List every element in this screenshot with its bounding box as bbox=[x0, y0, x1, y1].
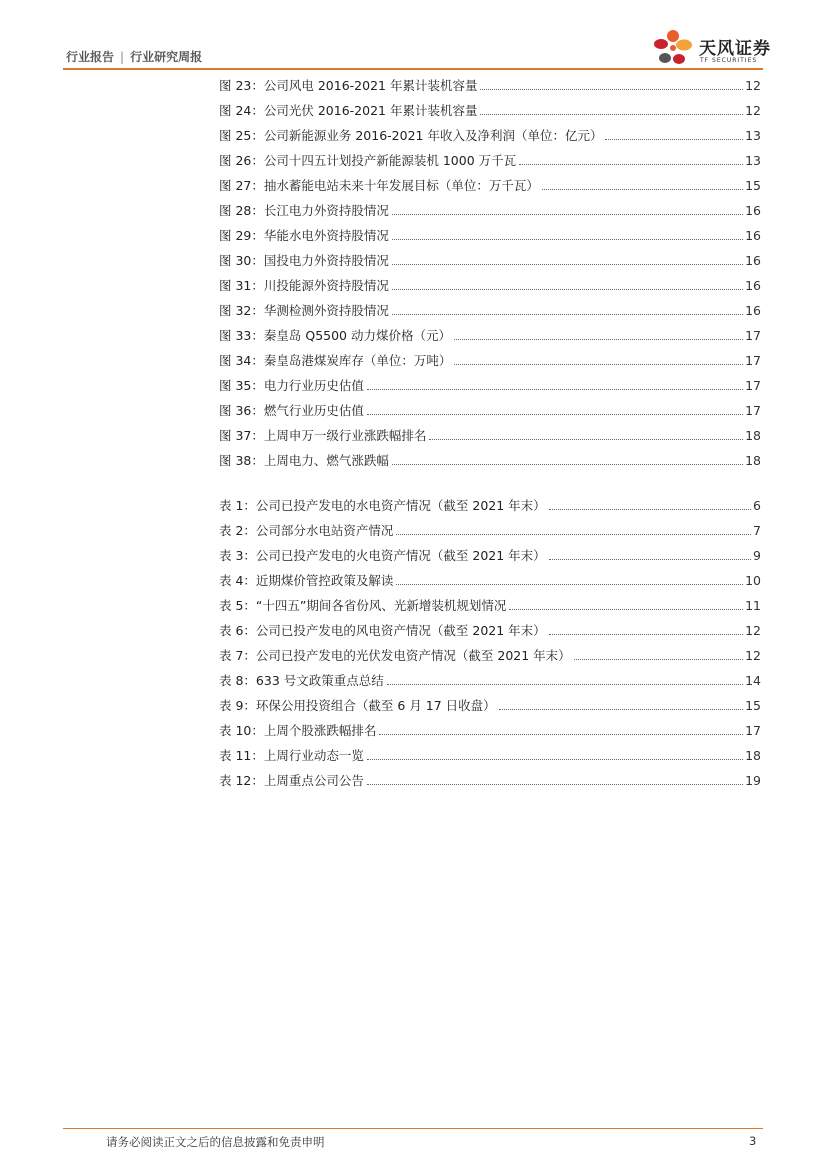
dot-leader bbox=[454, 363, 743, 365]
logo-flower-icon bbox=[651, 28, 695, 70]
dot-leader bbox=[396, 583, 743, 585]
table-entry-page: 18 bbox=[745, 748, 761, 763]
dot-leader bbox=[367, 783, 743, 785]
dot-leader bbox=[509, 608, 743, 610]
report-header bbox=[66, 48, 202, 65]
dot-leader bbox=[392, 463, 743, 465]
figure-entry[interactable] bbox=[219, 176, 761, 201]
figure-entry[interactable] bbox=[219, 226, 761, 251]
figure-entry-page: 16 bbox=[745, 303, 761, 318]
table-entry-page: 9 bbox=[753, 548, 761, 563]
table-entry[interactable] bbox=[219, 646, 761, 671]
figure-entry-page: 17 bbox=[745, 403, 761, 418]
table-entry[interactable] bbox=[219, 696, 761, 721]
report-category: 行业报告 bbox=[66, 50, 115, 64]
page-number: 3 bbox=[749, 1134, 757, 1148]
figure-entry-page: 16 bbox=[745, 278, 761, 293]
figure-entry-label: 图 23：公司风电 2016-2021 年累计装机容量 bbox=[219, 78, 478, 93]
figure-entry-label: 图 27：抽水蓄能电站未来十年发展目标（单位：万千瓦） bbox=[219, 178, 539, 193]
table-entry-label: 表 7：公司已投产发电的光伏发电资产情况（截至 2021 年末） bbox=[219, 648, 571, 663]
dot-leader bbox=[519, 163, 743, 165]
footer-divider bbox=[63, 1128, 763, 1129]
table-entry-page: 12 bbox=[745, 623, 761, 638]
dot-leader bbox=[387, 683, 743, 685]
figure-entry-page: 17 bbox=[745, 328, 761, 343]
dot-leader bbox=[379, 733, 743, 735]
table-entry[interactable] bbox=[219, 621, 761, 646]
figure-entry[interactable] bbox=[219, 351, 761, 376]
table-entry[interactable] bbox=[219, 596, 761, 621]
figure-entry-label: 图 28：长江电力外资持股情况 bbox=[219, 203, 389, 218]
dot-leader bbox=[605, 138, 743, 140]
figure-entry-page: 18 bbox=[745, 428, 761, 443]
table-entry-page: 19 bbox=[745, 773, 761, 788]
dot-leader bbox=[396, 533, 751, 535]
table-index-list bbox=[219, 496, 761, 796]
table-entry-page: 17 bbox=[745, 723, 761, 738]
figure-entry[interactable] bbox=[219, 201, 761, 226]
header-divider bbox=[63, 68, 763, 70]
table-entry-label: 表 9：环保公用投资组合（截至 6 月 17 日收盘） bbox=[219, 698, 496, 713]
figure-entry[interactable] bbox=[219, 276, 761, 301]
dot-leader bbox=[392, 213, 743, 215]
figure-entry-page: 13 bbox=[745, 128, 761, 143]
figure-entry-label: 图 36：燃气行业历史估值 bbox=[219, 403, 364, 418]
figure-entry[interactable] bbox=[219, 376, 761, 401]
table-entry[interactable] bbox=[219, 571, 761, 596]
dot-leader bbox=[574, 658, 743, 660]
dot-leader bbox=[454, 338, 743, 340]
dot-leader bbox=[499, 708, 743, 710]
figure-entry[interactable] bbox=[219, 326, 761, 351]
table-entry[interactable] bbox=[219, 521, 761, 546]
dot-leader bbox=[549, 633, 743, 635]
dot-leader bbox=[549, 508, 751, 510]
figure-entry-label: 图 37：上周申万一级行业涨跌幅排名 bbox=[219, 428, 427, 443]
dot-leader bbox=[549, 558, 751, 560]
figure-entry-label: 图 24：公司光伏 2016-2021 年累计装机容量 bbox=[219, 103, 478, 118]
company-logo bbox=[651, 28, 771, 70]
figure-entry-label: 图 26：公司十四五计划投产新能源装机 1000 万千瓦 bbox=[219, 153, 517, 168]
figure-entry-label: 图 29：华能水电外资持股情况 bbox=[219, 228, 389, 243]
figure-entry[interactable] bbox=[219, 401, 761, 426]
dot-leader bbox=[542, 188, 743, 190]
figure-entry-label: 图 31：川投能源外资持股情况 bbox=[219, 278, 389, 293]
figure-entry-label: 图 35：电力行业历史估值 bbox=[219, 378, 364, 393]
dot-leader bbox=[429, 438, 743, 440]
dot-leader bbox=[480, 113, 743, 115]
report-subcategory: 行业研究周报 bbox=[130, 50, 203, 64]
dot-leader bbox=[392, 288, 743, 290]
figure-entry-label: 图 38：上周电力、燃气涨跌幅 bbox=[219, 453, 389, 468]
table-entry-label: 表 2：公司部分水电站资产情况 bbox=[219, 523, 394, 538]
table-entry-page: 12 bbox=[745, 648, 761, 663]
figure-entry[interactable] bbox=[219, 151, 761, 176]
table-entry[interactable] bbox=[219, 496, 761, 521]
table-entry[interactable] bbox=[219, 671, 761, 696]
dot-leader bbox=[480, 88, 743, 90]
table-entry-label: 表 12：上周重点公司公告 bbox=[219, 773, 364, 788]
figure-entry-page: 16 bbox=[745, 228, 761, 243]
figure-entry[interactable] bbox=[219, 76, 761, 101]
table-entry-label: 表 8：633 号文政策重点总结 bbox=[219, 673, 384, 688]
logo-company-name: 天风证券 bbox=[699, 39, 771, 59]
dot-leader bbox=[392, 313, 743, 315]
figure-entry[interactable] bbox=[219, 426, 761, 451]
figure-entry[interactable] bbox=[219, 101, 761, 126]
dot-leader bbox=[367, 758, 743, 760]
header-separator: | bbox=[120, 50, 125, 64]
figure-entry-label: 图 33：秦皇岛 Q5500 动力煤价格（元） bbox=[219, 328, 451, 343]
dot-leader bbox=[367, 413, 743, 415]
figure-entry-label: 图 32：华测检测外资持股情况 bbox=[219, 303, 389, 318]
figure-entry-page: 13 bbox=[745, 153, 761, 168]
dot-leader bbox=[392, 263, 743, 265]
figure-entry-label: 图 30：国投电力外资持股情况 bbox=[219, 253, 389, 268]
figure-entry-label: 图 25：公司新能源业务 2016-2021 年收入及净利润（单位：亿元） bbox=[219, 128, 603, 143]
table-entry-page: 14 bbox=[745, 673, 761, 688]
table-entry-label: 表 6：公司已投产发电的风电资产情况（截至 2021 年末） bbox=[219, 623, 546, 638]
table-entry-label: 表 1：公司已投产发电的水电资产情况（截至 2021 年末） bbox=[219, 498, 546, 513]
figure-entry-page: 17 bbox=[745, 378, 761, 393]
logo-english-name: TF SECURITIES bbox=[700, 57, 758, 64]
dot-leader bbox=[392, 238, 743, 240]
table-entry-label: 表 10：上周个股涨跌幅排名 bbox=[219, 723, 377, 738]
table-entry-page: 6 bbox=[753, 498, 761, 513]
figure-entry-page: 16 bbox=[745, 253, 761, 268]
table-entry-page: 15 bbox=[745, 698, 761, 713]
footer-disclaimer: 请务必阅读正文之后的信息披露和免责申明 bbox=[106, 1135, 325, 1149]
table-entry[interactable] bbox=[219, 771, 761, 796]
figure-index-list bbox=[219, 76, 761, 476]
table-entry[interactable] bbox=[219, 721, 761, 746]
figure-entry-page: 16 bbox=[745, 203, 761, 218]
figure-entry-page: 12 bbox=[745, 103, 761, 118]
table-entry-page: 10 bbox=[745, 573, 761, 588]
table-entry-label: 表 5：“十四五”期间各省份风、光新增装机规划情况 bbox=[219, 598, 507, 613]
figure-entry[interactable] bbox=[219, 301, 761, 326]
figure-entry-page: 18 bbox=[745, 453, 761, 468]
figure-entry[interactable] bbox=[219, 451, 761, 476]
figure-entry-page: 12 bbox=[745, 78, 761, 93]
table-entry[interactable] bbox=[219, 746, 761, 771]
table-entry-page: 11 bbox=[745, 598, 761, 613]
figure-entry-page: 17 bbox=[745, 353, 761, 368]
figure-entry[interactable] bbox=[219, 126, 761, 151]
figure-entry-label: 图 34：秦皇岛港煤炭库存（单位：万吨） bbox=[219, 353, 452, 368]
table-entry-label: 表 4：近期煤价管控政策及解读 bbox=[219, 573, 394, 588]
table-entry-label: 表 3：公司已投产发电的火电资产情况（截至 2021 年末） bbox=[219, 548, 546, 563]
figure-entry-page: 15 bbox=[745, 178, 761, 193]
figure-entry[interactable] bbox=[219, 251, 761, 276]
table-entry-page: 7 bbox=[753, 523, 761, 538]
dot-leader bbox=[367, 388, 743, 390]
table-entry-label: 表 11：上周行业动态一览 bbox=[219, 748, 364, 763]
table-entry[interactable] bbox=[219, 546, 761, 571]
